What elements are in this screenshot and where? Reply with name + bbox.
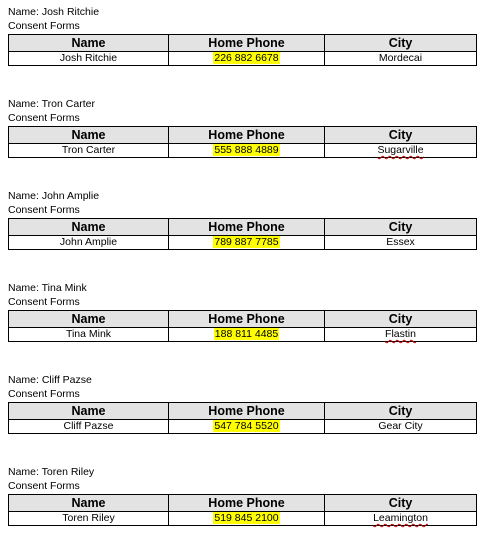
record-title: Name: John Amplie xyxy=(8,190,100,202)
highlighted-phone: 188 811 4485 xyxy=(214,328,279,340)
column-header-name: Name xyxy=(9,311,169,328)
column-header-home-phone: Home Phone xyxy=(169,403,325,420)
column-header-home-phone: Home Phone xyxy=(169,127,325,144)
cell-city: Gear City xyxy=(325,420,477,434)
cell-name: Toren Riley xyxy=(9,512,169,526)
contact-record xyxy=(8,465,476,526)
table-row xyxy=(9,236,477,250)
contact-record xyxy=(8,5,476,66)
column-header-city: City xyxy=(325,219,477,236)
cell-home-phone xyxy=(169,512,325,526)
table-header-row xyxy=(9,127,477,144)
record-title: Name: Tina Mink xyxy=(8,282,87,294)
consent-forms-label: Consent Forms xyxy=(8,296,80,308)
record-title: Name: Cliff Pazse xyxy=(8,374,92,386)
highlighted-phone: 226 882 6678 xyxy=(214,52,279,64)
table-header-row xyxy=(9,311,477,328)
table-row xyxy=(9,52,477,66)
consent-forms-label: Consent Forms xyxy=(8,112,80,124)
contact-table xyxy=(8,402,477,434)
table-header-row xyxy=(9,495,477,512)
cell-home-phone xyxy=(169,144,325,158)
column-header-home-phone: Home Phone xyxy=(169,495,325,512)
table-row xyxy=(9,328,477,342)
consent-forms-label: Consent Forms xyxy=(8,20,80,32)
column-header-home-phone: Home Phone xyxy=(169,219,325,236)
column-header-city: City xyxy=(325,35,477,52)
spellcheck-word: Leamington xyxy=(373,512,428,524)
cell-city xyxy=(325,144,477,158)
cell-name: Tina Mink xyxy=(9,328,169,342)
table-header-row xyxy=(9,403,477,420)
record-title: Name: Josh Ritchie xyxy=(8,6,100,18)
spellcheck-word: Sugarville xyxy=(377,144,424,156)
cell-city xyxy=(325,328,477,342)
consent-forms-label: Consent Forms xyxy=(8,204,80,216)
contact-record xyxy=(8,373,476,434)
table-row xyxy=(9,144,477,158)
highlighted-phone: 555 888 4889 xyxy=(214,144,279,156)
spellcheck-word: Flastin xyxy=(385,328,416,340)
record-title: Name: Tron Carter xyxy=(8,98,95,110)
contact-record xyxy=(8,97,476,158)
cell-name: Cliff Pazse xyxy=(9,420,169,434)
highlighted-phone: 547 784 5520 xyxy=(214,420,279,432)
cell-city xyxy=(325,512,477,526)
contact-table xyxy=(8,310,477,342)
cell-name: Tron Carter xyxy=(9,144,169,158)
cell-city: Essex xyxy=(325,236,477,250)
contact-table xyxy=(8,218,477,250)
column-header-city: City xyxy=(325,495,477,512)
column-header-name: Name xyxy=(9,403,169,420)
contact-table xyxy=(8,494,477,526)
contact-table xyxy=(8,126,477,158)
column-header-name: Name xyxy=(9,495,169,512)
consent-forms-label: Consent Forms xyxy=(8,388,80,400)
highlighted-phone: 519 845 2100 xyxy=(214,512,279,524)
column-header-name: Name xyxy=(9,35,169,52)
cell-home-phone xyxy=(169,236,325,250)
record-title: Name: Toren Riley xyxy=(8,466,95,478)
contact-record xyxy=(8,189,476,250)
cell-name: Josh Ritchie xyxy=(9,52,169,66)
table-row xyxy=(9,512,477,526)
column-header-city: City xyxy=(325,311,477,328)
cell-name: John Amplie xyxy=(9,236,169,250)
highlighted-phone: 789 887 7785 xyxy=(214,236,279,248)
column-header-home-phone: Home Phone xyxy=(169,35,325,52)
cell-home-phone xyxy=(169,420,325,434)
column-header-name: Name xyxy=(9,127,169,144)
consent-forms-label: Consent Forms xyxy=(8,480,80,492)
cell-city: Mordecai xyxy=(325,52,477,66)
contact-table xyxy=(8,34,477,66)
contact-record xyxy=(8,281,476,342)
column-header-city: City xyxy=(325,127,477,144)
table-row xyxy=(9,420,477,434)
column-header-home-phone: Home Phone xyxy=(169,311,325,328)
cell-home-phone xyxy=(169,328,325,342)
column-header-city: City xyxy=(325,403,477,420)
column-header-name: Name xyxy=(9,219,169,236)
table-header-row xyxy=(9,35,477,52)
table-header-row xyxy=(9,219,477,236)
cell-home-phone xyxy=(169,52,325,66)
